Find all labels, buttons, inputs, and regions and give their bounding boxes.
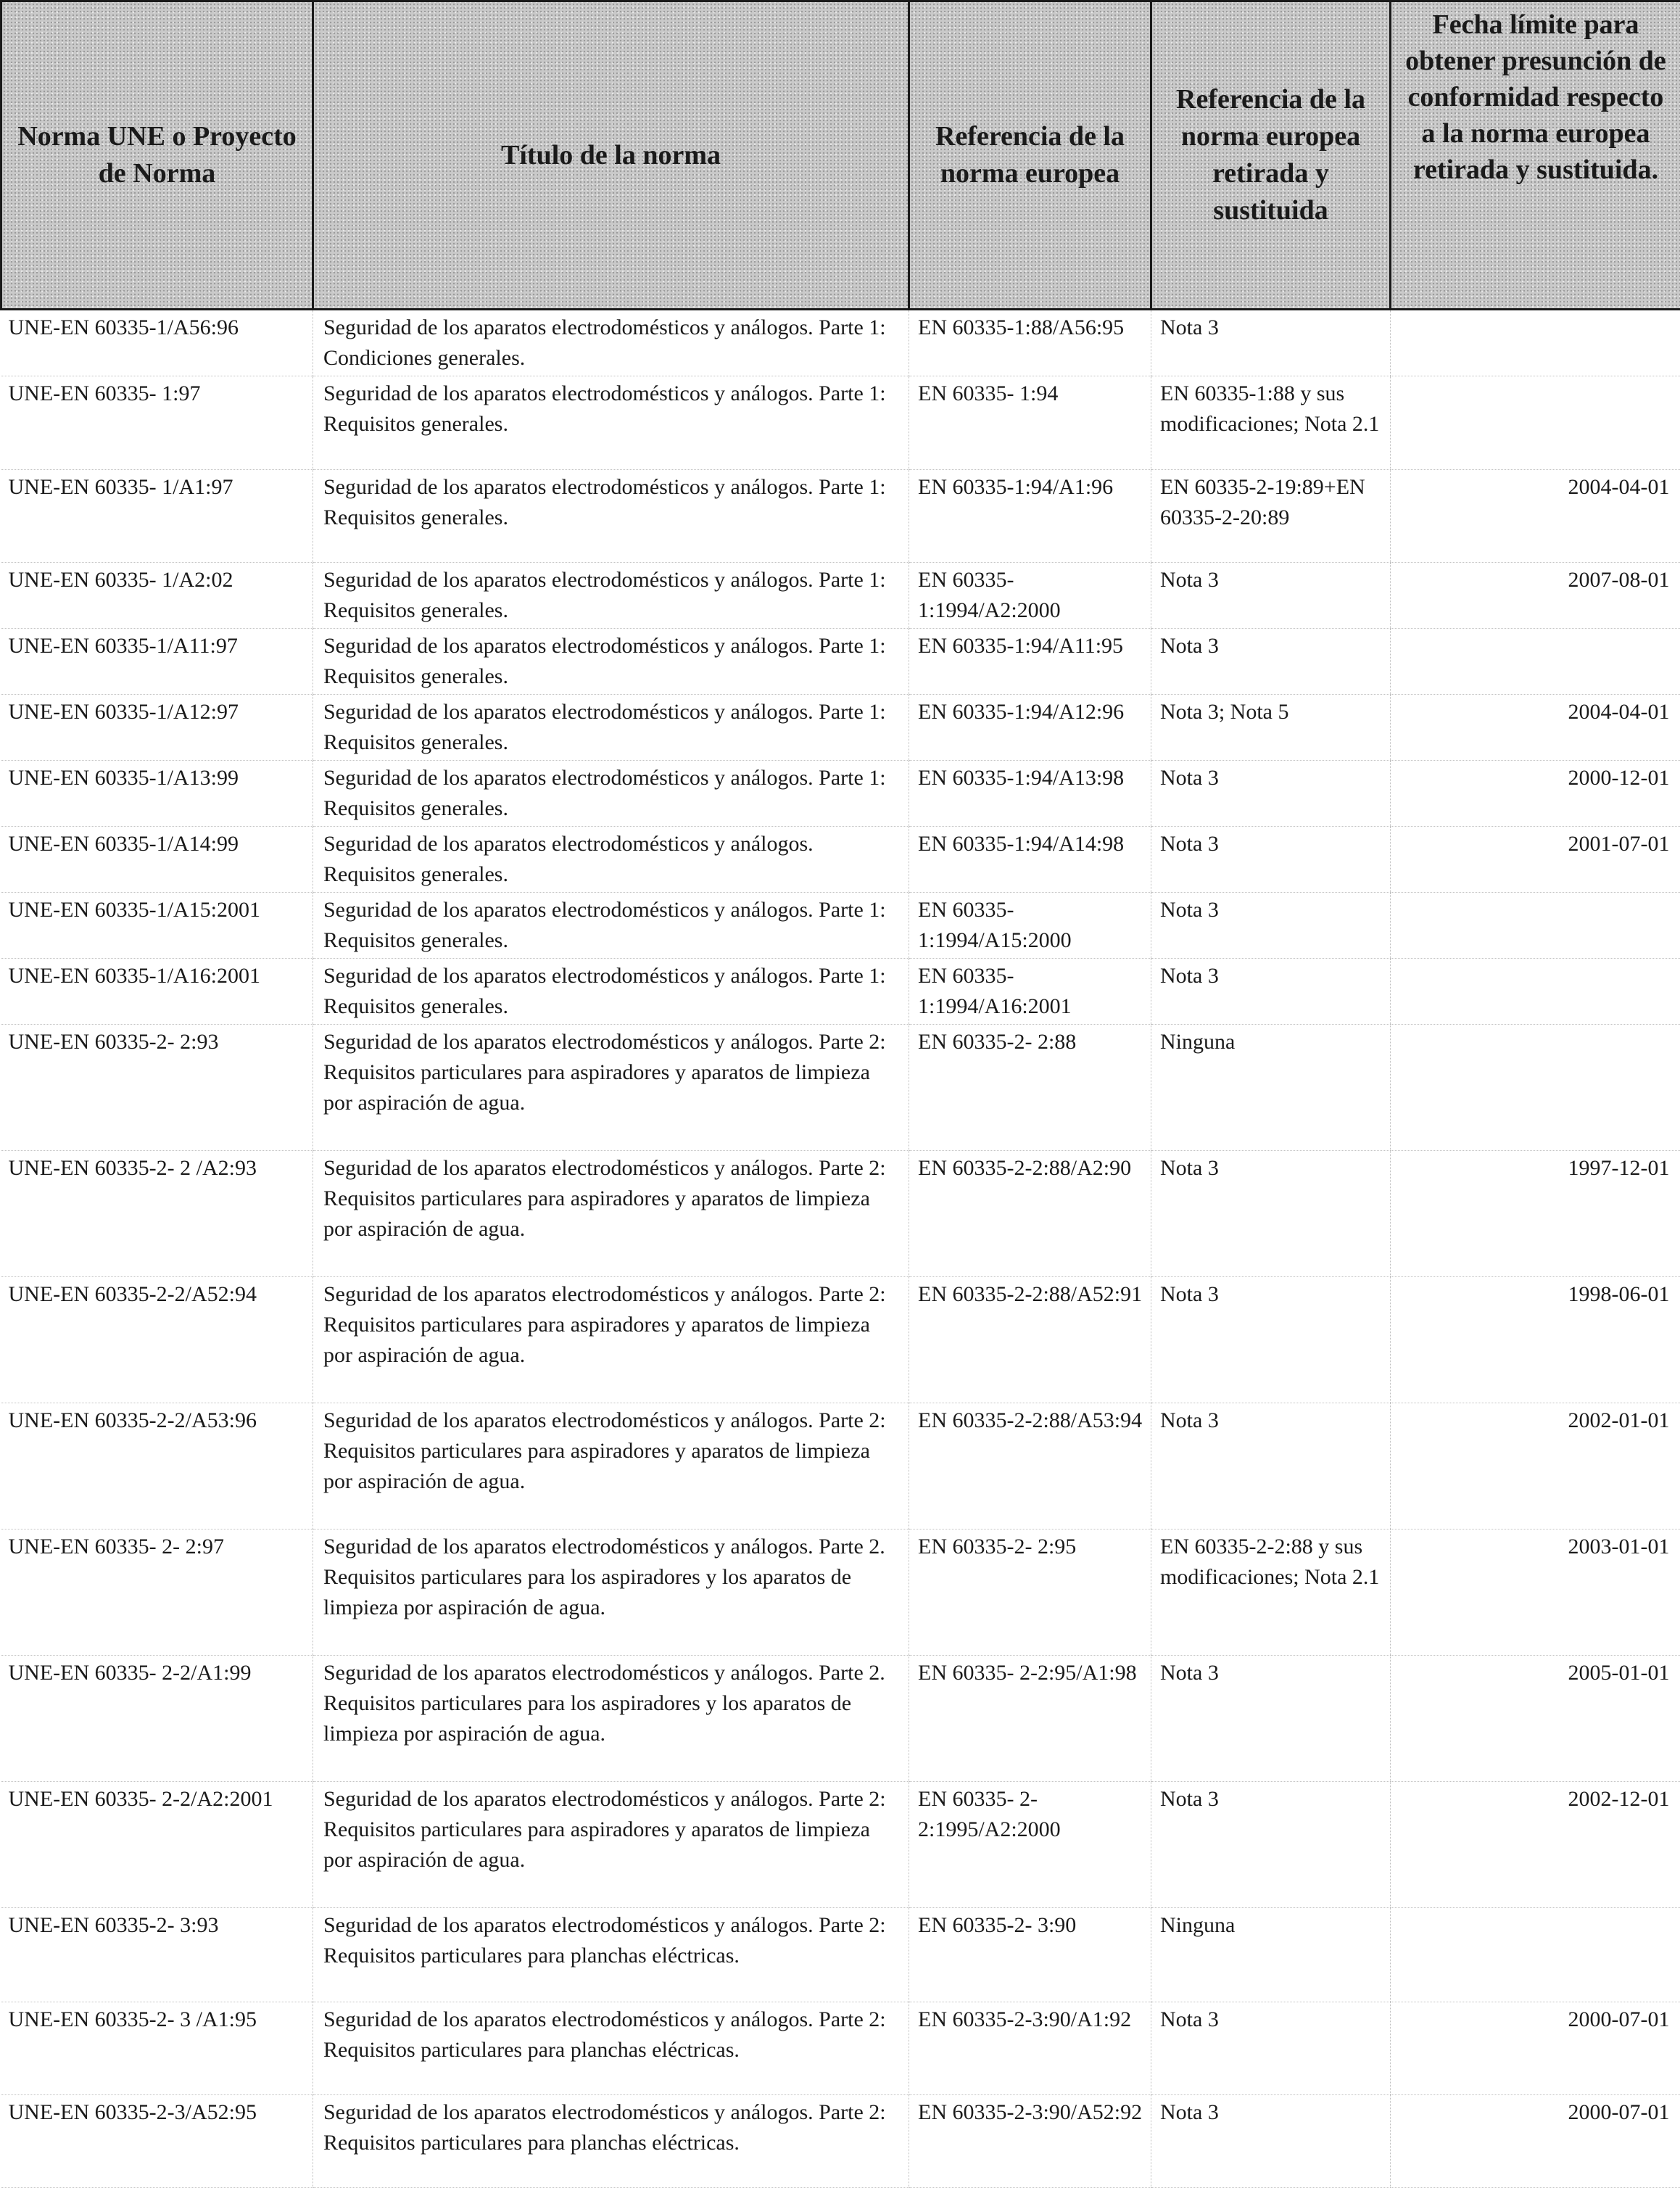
cell-une-standard: UNE-EN 60335-2- 3:93 <box>1 1908 313 2002</box>
cell-deadline-date: 1997-12-01 <box>1391 1151 1680 1277</box>
cell-withdrawn-reference: Nota 3 <box>1151 1656 1391 1782</box>
table-row <box>1 1403 1680 1529</box>
table-row <box>1 893 1680 959</box>
cell-une-standard: UNE-EN 60335-2- 3 /A1:95 <box>1 2002 313 2095</box>
cell-title: Seguridad de los aparatos electrodomésticos y análogos. Parte 1: Requisitos generales. <box>313 629 909 695</box>
table-row <box>1 761 1680 827</box>
cell-une-standard: UNE-EN 60335-1/A16:2001 <box>1 959 313 1025</box>
cell-title: Seguridad de los aparatos electrodomésticos y análogos. Parte 2. Requisitos particulares para los aspiradores y los aparatos de limpieza por aspiración de agua. <box>313 1529 909 1656</box>
cell-deadline-date: 2003-01-01 <box>1391 1529 1680 1656</box>
cell-deadline-date: 2000-07-01 <box>1391 2095 1680 2188</box>
cell-une-standard: UNE-EN 60335- 1/A1:97 <box>1 470 313 563</box>
cell-european-reference: EN 60335-2- 3:90 <box>909 1908 1151 2002</box>
table-row <box>1 470 1680 563</box>
cell-title: Seguridad de los aparatos electrodomésticos y análogos. Parte 1: Requisitos generales. <box>313 376 909 470</box>
cell-deadline-date <box>1391 959 1680 1025</box>
table-row <box>1 310 1680 376</box>
cell-deadline-date: 1998-06-01 <box>1391 1277 1680 1403</box>
cell-deadline-date: 2004-04-01 <box>1391 695 1680 761</box>
cell-european-reference: EN 60335-1:94/A1:96 <box>909 470 1151 563</box>
header-title: Título de la norma <box>313 1 909 310</box>
cell-european-reference: EN 60335-1:94/A12:96 <box>909 695 1151 761</box>
cell-withdrawn-reference: Nota 3 <box>1151 827 1391 893</box>
cell-european-reference: EN 60335-2-2:88/A2:90 <box>909 1151 1151 1277</box>
cell-withdrawn-reference: Nota 3 <box>1151 761 1391 827</box>
cell-title: Seguridad de los aparatos electrodomésticos y análogos. Parte 1: Requisitos generales. <box>313 761 909 827</box>
cell-withdrawn-reference: Nota 3 <box>1151 1277 1391 1403</box>
cell-une-standard: UNE-EN 60335-2- 2:93 <box>1 1025 313 1151</box>
cell-deadline-date <box>1391 893 1680 959</box>
cell-withdrawn-reference: EN 60335-1:88 y sus modificaciones; Nota 2.1 <box>1151 376 1391 470</box>
cell-deadline-date: 2005-01-01 <box>1391 1656 1680 1782</box>
cell-european-reference: EN 60335-1:88/A56:95 <box>909 310 1151 376</box>
cell-deadline-date <box>1391 1908 1680 2002</box>
cell-title: Seguridad de los aparatos electrodomésticos y análogos. Requisitos generales. <box>313 827 909 893</box>
cell-une-standard: UNE-EN 60335-1/A15:2001 <box>1 893 313 959</box>
cell-deadline-date: 2001-07-01 <box>1391 827 1680 893</box>
cell-title: Seguridad de los aparatos electrodomésticos y análogos. Parte 2: Requisitos particulares para planchas eléctricas. <box>313 2002 909 2095</box>
cell-european-reference: EN 60335-2-3:90/A1:92 <box>909 2002 1151 2095</box>
cell-une-standard: UNE-EN 60335- 2-2/A2:2001 <box>1 1782 313 1908</box>
cell-une-standard: UNE-EN 60335-2- 2 /A2:93 <box>1 1151 313 1277</box>
cell-withdrawn-reference: Nota 3 <box>1151 1151 1391 1277</box>
table-row <box>1 1025 1680 1151</box>
table-row <box>1 2095 1680 2188</box>
table-row <box>1 1277 1680 1403</box>
header-withdrawn-reference: Referencia de la norma europea retirada y sustituida <box>1151 1 1391 310</box>
table-row <box>1 1529 1680 1656</box>
cell-deadline-date: 2002-12-01 <box>1391 1782 1680 1908</box>
table-row <box>1 1908 1680 2002</box>
cell-deadline-date: 2007-08-01 <box>1391 563 1680 629</box>
header-row <box>1 1 1680 310</box>
cell-title: Seguridad de los aparatos electrodomésticos y análogos. Parte 2: Requisitos particulares para aspiradores y aparatos de limpieza por aspiración de agua. <box>313 1403 909 1529</box>
cell-withdrawn-reference: EN 60335-2-19:89+EN 60335-2-20:89 <box>1151 470 1391 563</box>
cell-deadline-date: 2000-07-01 <box>1391 2002 1680 2095</box>
cell-title: Seguridad de los aparatos electrodomésticos y análogos. Parte 1: Requisitos generales. <box>313 695 909 761</box>
cell-deadline-date <box>1391 310 1680 376</box>
cell-une-standard: UNE-EN 60335- 2- 2:97 <box>1 1529 313 1656</box>
cell-withdrawn-reference: Ninguna <box>1151 1025 1391 1151</box>
table-header <box>1 1 1680 310</box>
header-european-reference: Referencia de la norma europea <box>909 1 1151 310</box>
cell-european-reference: EN 60335-1:94/A11:95 <box>909 629 1151 695</box>
cell-withdrawn-reference: EN 60335-2-2:88 y sus modificaciones; Nota 2.1 <box>1151 1529 1391 1656</box>
cell-european-reference: EN 60335-2-3:90/A52:92 <box>909 2095 1151 2188</box>
cell-title: Seguridad de los aparatos electrodomésticos y análogos. Parte 1: Requisitos generales. <box>313 563 909 629</box>
cell-deadline-date: 2000-12-01 <box>1391 761 1680 827</box>
cell-withdrawn-reference: Nota 3 <box>1151 629 1391 695</box>
cell-title: Seguridad de los aparatos electrodomésticos y análogos. Parte 2: Requisitos particulares para aspiradores y aparatos de limpieza por aspiración de agua. <box>313 1151 909 1277</box>
cell-title: Seguridad de los aparatos electrodomésticos y análogos. Parte 1: Requisitos generales. <box>313 959 909 1025</box>
table-row <box>1 1656 1680 1782</box>
cell-title: Seguridad de los aparatos electrodomésticos y análogos. Parte 2: Requisitos particulares para planchas eléctricas. <box>313 2095 909 2188</box>
cell-title: Seguridad de los aparatos electrodomésticos y análogos. Parte 2: Requisitos particulares para aspiradores y aparatos de limpieza por aspiración de agua. <box>313 1277 909 1403</box>
cell-withdrawn-reference: Nota 3; Nota 5 <box>1151 695 1391 761</box>
cell-european-reference: EN 60335-2- 2:95 <box>909 1529 1151 1656</box>
cell-title: Seguridad de los aparatos electrodomésticos y análogos. Parte 2. Requisitos particulares para los aspiradores y los aparatos de limpieza por aspiración de agua. <box>313 1656 909 1782</box>
cell-european-reference: EN 60335-1:1994/A2:2000 <box>909 563 1151 629</box>
cell-european-reference: EN 60335- 1:94 <box>909 376 1151 470</box>
cell-deadline-date <box>1391 1025 1680 1151</box>
cell-une-standard: UNE-EN 60335- 1:97 <box>1 376 313 470</box>
cell-une-standard: UNE-EN 60335-1/A12:97 <box>1 695 313 761</box>
cell-european-reference: EN 60335-1:1994/A16:2001 <box>909 959 1151 1025</box>
cell-title: Seguridad de los aparatos electrodomésticos y análogos. Parte 1: Condiciones generales. <box>313 310 909 376</box>
cell-withdrawn-reference: Nota 3 <box>1151 893 1391 959</box>
header-deadline-date: Fecha límite para obtener presunción de conformidad respecto a la norma europea retirada y sustituida. <box>1391 1 1680 310</box>
table-row <box>1 827 1680 893</box>
cell-withdrawn-reference: Nota 3 <box>1151 959 1391 1025</box>
cell-european-reference: EN 60335-2- 2:88 <box>909 1025 1151 1151</box>
table-row <box>1 959 1680 1025</box>
cell-deadline-date: 2002-01-01 <box>1391 1403 1680 1529</box>
cell-une-standard: UNE-EN 60335-2-2/A53:96 <box>1 1403 313 1529</box>
cell-withdrawn-reference: Nota 3 <box>1151 310 1391 376</box>
table-body <box>1 310 1680 2188</box>
table-row <box>1 563 1680 629</box>
cell-withdrawn-reference: Ninguna <box>1151 1908 1391 2002</box>
cell-withdrawn-reference: Nota 3 <box>1151 1403 1391 1529</box>
cell-une-standard: UNE-EN 60335- 1/A2:02 <box>1 563 313 629</box>
cell-une-standard: UNE-EN 60335-2-2/A52:94 <box>1 1277 313 1403</box>
cell-european-reference: EN 60335-1:1994/A15:2000 <box>909 893 1151 959</box>
header-une-standard: Norma UNE o Proyecto de Norma <box>1 1 313 310</box>
cell-withdrawn-reference: Nota 3 <box>1151 563 1391 629</box>
cell-european-reference: EN 60335-2-2:88/A52:91 <box>909 1277 1151 1403</box>
cell-withdrawn-reference: Nota 3 <box>1151 2002 1391 2095</box>
table-row <box>1 2002 1680 2095</box>
cell-title: Seguridad de los aparatos electrodomésticos y análogos. Parte 1: Requisitos generales. <box>313 893 909 959</box>
table-row <box>1 629 1680 695</box>
table-row <box>1 1782 1680 1908</box>
cell-title: Seguridad de los aparatos electrodomésticos y análogos. Parte 2: Requisitos particulares para planchas eléctricas. <box>313 1908 909 2002</box>
cell-une-standard: UNE-EN 60335-1/A56:96 <box>1 310 313 376</box>
cell-european-reference: EN 60335-1:94/A14:98 <box>909 827 1151 893</box>
table-row <box>1 376 1680 470</box>
cell-european-reference: EN 60335-2-2:88/A53:94 <box>909 1403 1151 1529</box>
cell-deadline-date: 2004-04-01 <box>1391 470 1680 563</box>
cell-deadline-date <box>1391 376 1680 470</box>
cell-title: Seguridad de los aparatos electrodomésticos y análogos. Parte 2: Requisitos particulares para aspiradores y aparatos de limpieza por aspiración de agua. <box>313 1782 909 1908</box>
cell-european-reference: EN 60335- 2-2:1995/A2:2000 <box>909 1782 1151 1908</box>
cell-title: Seguridad de los aparatos electrodomésticos y análogos. Parte 2: Requisitos particulares para aspiradores y aparatos de limpieza por aspiración de agua. <box>313 1025 909 1151</box>
cell-une-standard: UNE-EN 60335-1/A14:99 <box>1 827 313 893</box>
cell-european-reference: EN 60335- 2-2:95/A1:98 <box>909 1656 1151 1782</box>
cell-withdrawn-reference: Nota 3 <box>1151 1782 1391 1908</box>
cell-deadline-date <box>1391 629 1680 695</box>
table-row <box>1 695 1680 761</box>
cell-title: Seguridad de los aparatos electrodomésticos y análogos. Parte 1: Requisitos generales. <box>313 470 909 563</box>
cell-european-reference: EN 60335-1:94/A13:98 <box>909 761 1151 827</box>
cell-une-standard: UNE-EN 60335-1/A13:99 <box>1 761 313 827</box>
cell-withdrawn-reference: Nota 3 <box>1151 2095 1391 2188</box>
cell-une-standard: UNE-EN 60335-1/A11:97 <box>1 629 313 695</box>
table-row <box>1 1151 1680 1277</box>
cell-une-standard: UNE-EN 60335-2-3/A52:95 <box>1 2095 313 2188</box>
cell-une-standard: UNE-EN 60335- 2-2/A1:99 <box>1 1656 313 1782</box>
